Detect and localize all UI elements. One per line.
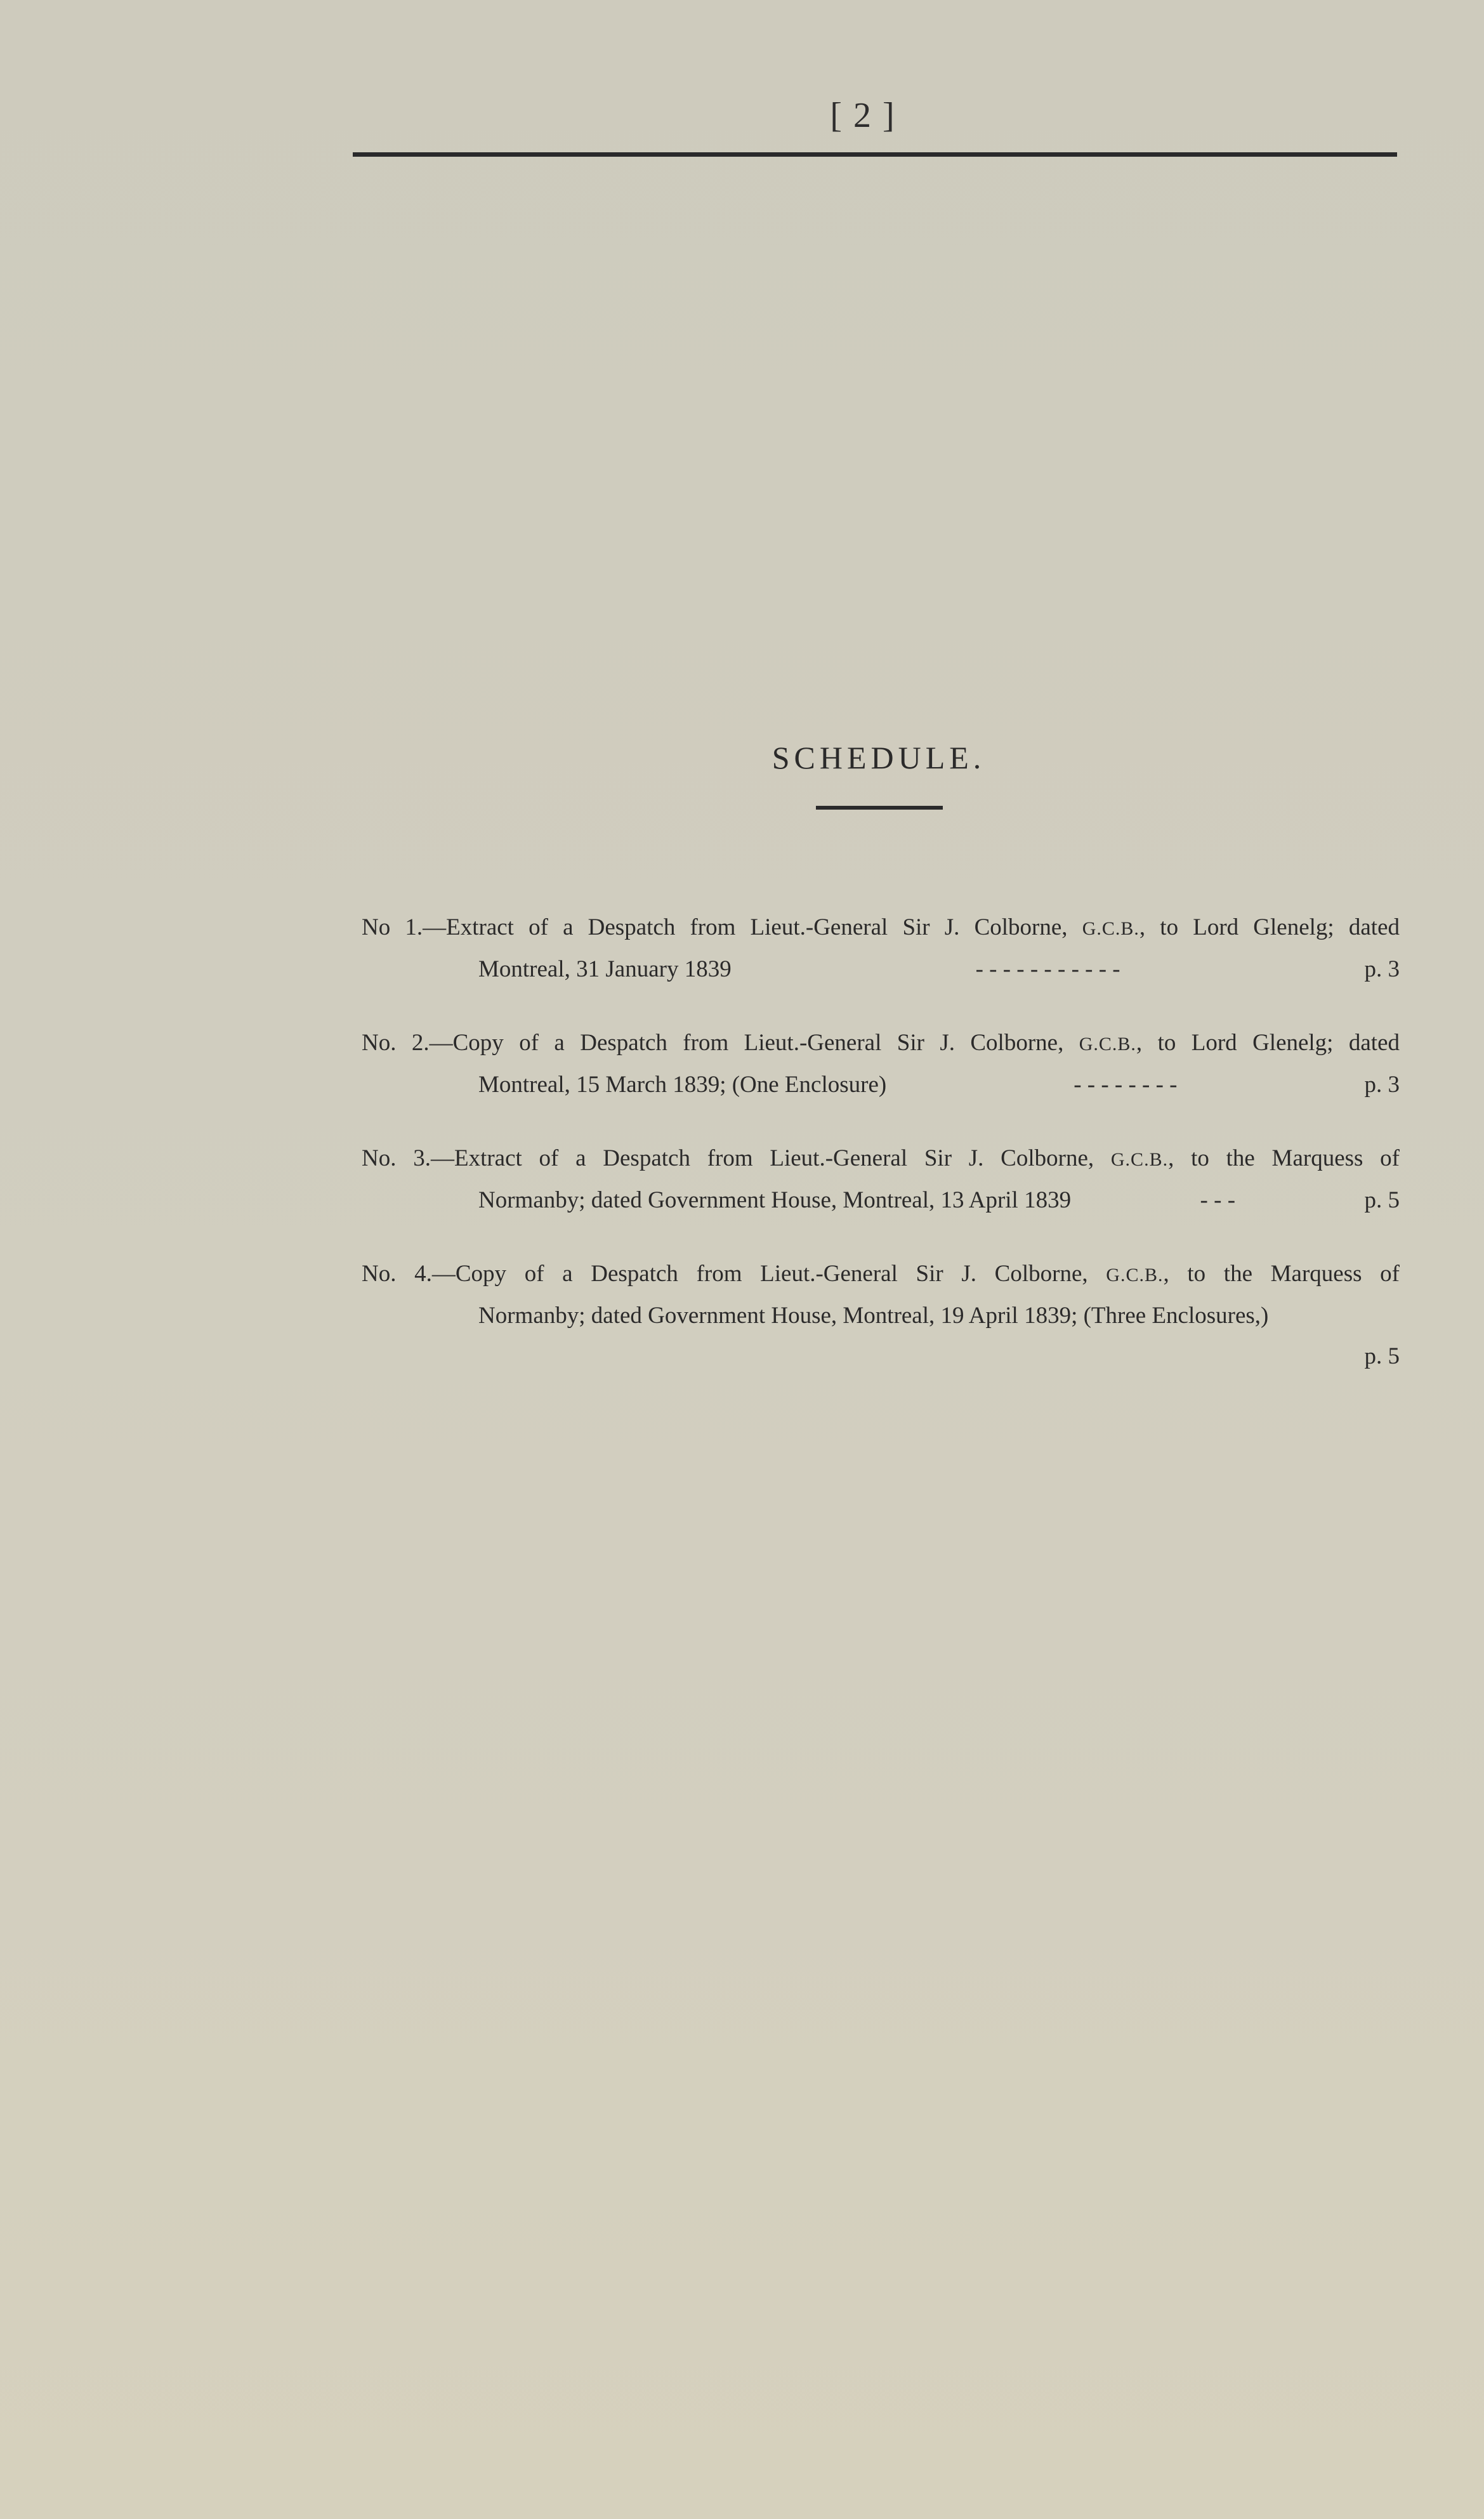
entry-place-date: Montreal, 15 March 1839; (One Enclosure) — [478, 1072, 887, 1098]
entry-description-tail: , to the Marquess of — [1163, 1261, 1400, 1287]
leader-dashes: - - - - - - - - — [1074, 1072, 1178, 1098]
schedule-entry-2 — [355, 1023, 1400, 1105]
entry-description: Extract of a Despatch from Lieut.-General Sir J. Colborne, — [454, 1145, 1094, 1171]
entry-description-tail: , to Lord Glenelg; dated — [1139, 914, 1400, 940]
page-number: [ 2 ] — [830, 96, 896, 135]
page-reference: p. 5 — [1364, 1343, 1400, 1369]
entry-number: No. 4.— — [362, 1261, 456, 1287]
schedule-entry-1 — [355, 907, 1400, 990]
honour-abbreviation: G.C.B. — [1082, 918, 1139, 939]
entry-line-1 — [355, 907, 1400, 949]
page-reference: p. 5 — [1364, 1187, 1400, 1213]
honour-abbreviation: G.C.B. — [1079, 1034, 1136, 1055]
entry-line-2 — [355, 1180, 1400, 1221]
entry-number: No. 2.— — [362, 1030, 453, 1056]
entry-line-3 — [355, 1336, 1400, 1377]
entry-description: Copy of a Despatch from Lieut.-General Sir J. Colborne, — [452, 1030, 1064, 1056]
header-rule — [353, 152, 1397, 157]
title-rule — [816, 806, 943, 810]
entry-line-2 — [355, 949, 1400, 990]
honour-abbreviation: G.C.B. — [1110, 1149, 1169, 1170]
entry-description-tail: , to Lord Glenelg; dated — [1136, 1030, 1400, 1056]
honour-abbreviation: G.C.B. — [1106, 1265, 1164, 1286]
page-reference: p. 3 — [1364, 1072, 1400, 1098]
page-reference: p. 3 — [1364, 956, 1400, 982]
entry-place-date: Montreal, 31 January 1839 — [478, 956, 732, 982]
entry-line-1 — [355, 1254, 1400, 1296]
entry-line-2 — [355, 1296, 1400, 1336]
entry-place-date: Normanby; dated Government House, Montreal, 13 April 1839 — [478, 1187, 1072, 1213]
schedule-entry-3 — [355, 1138, 1400, 1221]
entry-description: Extract of a Despatch from Lieut.-General Sir J. Colborne, — [446, 914, 1068, 940]
schedule-title: SCHEDULE. — [772, 740, 986, 775]
leader-dashes: - - - — [1200, 1187, 1236, 1213]
entry-description: Copy of a Despatch from Lieut.-General Sir J. Colborne, — [455, 1261, 1088, 1287]
entry-description-tail: , to the Marquess of — [1168, 1145, 1400, 1171]
schedule-entry-4 — [355, 1254, 1400, 1377]
entry-place-date: Normanby; dated Government House, Montreal, 19 April 1839; (Three Enclosures,) — [478, 1303, 1269, 1329]
entry-number: No 1.— — [362, 914, 447, 940]
schedule-entries — [355, 907, 1400, 1410]
entry-line-1 — [355, 1138, 1400, 1180]
entry-line-1 — [355, 1023, 1400, 1065]
entry-number: No. 3.— — [362, 1145, 454, 1171]
leader-dashes: - - - - - - - - - - - — [975, 956, 1120, 982]
entry-line-2 — [355, 1065, 1400, 1105]
